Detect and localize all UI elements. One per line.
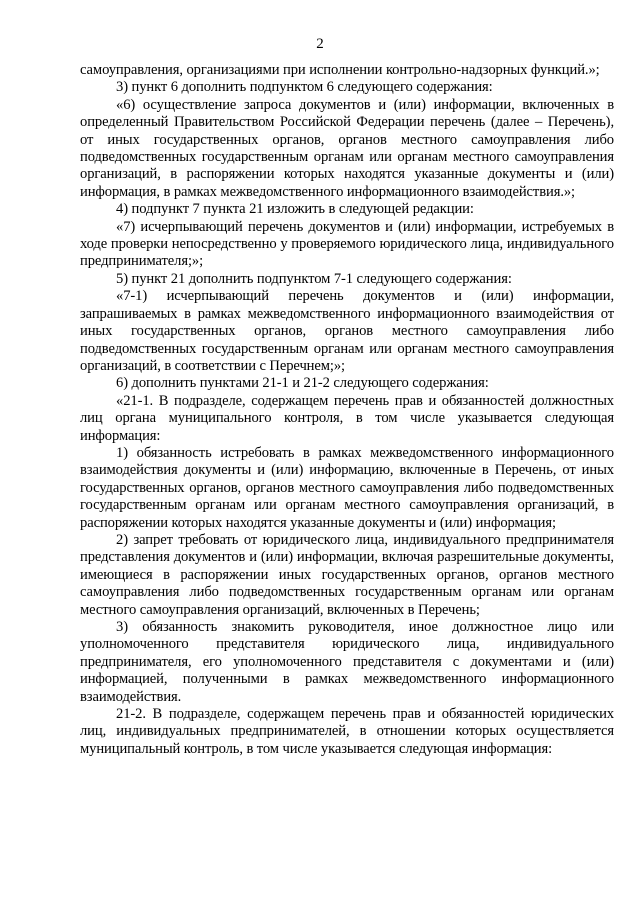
paragraph: «6) осуществление запроса документов и (или) информации, включенных в определенный Правительством Российской Федерации перечень (далее – Перечень), от иных государственных органов, органов местного самоуправления либо подведомственных государственным органам или органам местного самоуправления организаций, в распоряжении которых находятся указанные документы и (или) информация, в рамках межведомственного информационного взаимодействия.»; xyxy=(80,96,614,200)
paragraph: 5) пункт 21 дополнить подпунктом 7-1 следующего содержания: xyxy=(116,270,512,287)
document-body xyxy=(80,62,614,758)
paragraph: 3) пункт 6 дополнить подпунктом 6 следующего содержания: xyxy=(116,79,493,96)
page-number: 2 xyxy=(316,36,324,52)
paragraph: «7-1) исчерпывающий перечень документов и (или) информации, запрашиваемых в рамках межведомственного информационного взаимодействия от иных государственных органов, органов местного самоуправления либо подведомственных государственным органам или органам местного самоуправления организаций, в соответствии с Перечнем;»; xyxy=(80,288,614,374)
paragraph: 21-2. В подразделе, содержащем перечень прав и обязанностей юридических лиц, индивидуальных предпринимателей, в отношении которых осуществляется муниципальный контроль, в том числе указывается следующая информация: xyxy=(80,706,614,757)
paragraph: 6) дополнить пунктами 21-1 и 21-2 следующего содержания: xyxy=(116,375,489,392)
paragraph: «21-1. В подразделе, содержащем перечень прав и обязанностей должностных лиц органа муниципального контроля, в том числе указывается следующая информация: xyxy=(80,392,614,444)
paragraph: самоуправления, организациями при исполнении контрольно-надзорных функций.»; xyxy=(80,62,600,78)
paragraph: 2) запрет требовать от юридического лица, индивидуального предпринимателя представления документов и (или) информации, включая разрешительные документы, имеющиеся в распоряжении иных государственных органов, органов местного самоуправления либо подведомственных государственным органам или органам местного самоуправления организаций, включенных в Перечень; xyxy=(80,531,614,618)
paragraph: «7) исчерпывающий перечень документов и (или) информации, истребуемых в ходе проверки непосредственно у проверяемого юридического лица, индивидуального предпринимателя;»; xyxy=(80,218,614,270)
paragraph: 4) подпункт 7 пункта 21 изложить в следующей редакции: xyxy=(116,201,474,218)
paragraph: 1) обязанность истребовать в рамках межведомственного информационного взаимодействия документы и (или) информацию, включенные в Перечень, от иных государственных органов, органов местного самоуправления либо подведомственных государственным органам или органам местного самоуправления организаций, в распоряжении которых находятся указанные документы и (или) информация; xyxy=(80,444,614,531)
paragraph: 3) обязанность знакомить руководителя, иное должностное лицо или уполномоченного представителя юридического лица, индивидуального предпринимателя, его уполномоченного представителя с документами и (или) информацией, полученными в рамках межведомственного информационного взаимодействия. xyxy=(80,619,614,705)
